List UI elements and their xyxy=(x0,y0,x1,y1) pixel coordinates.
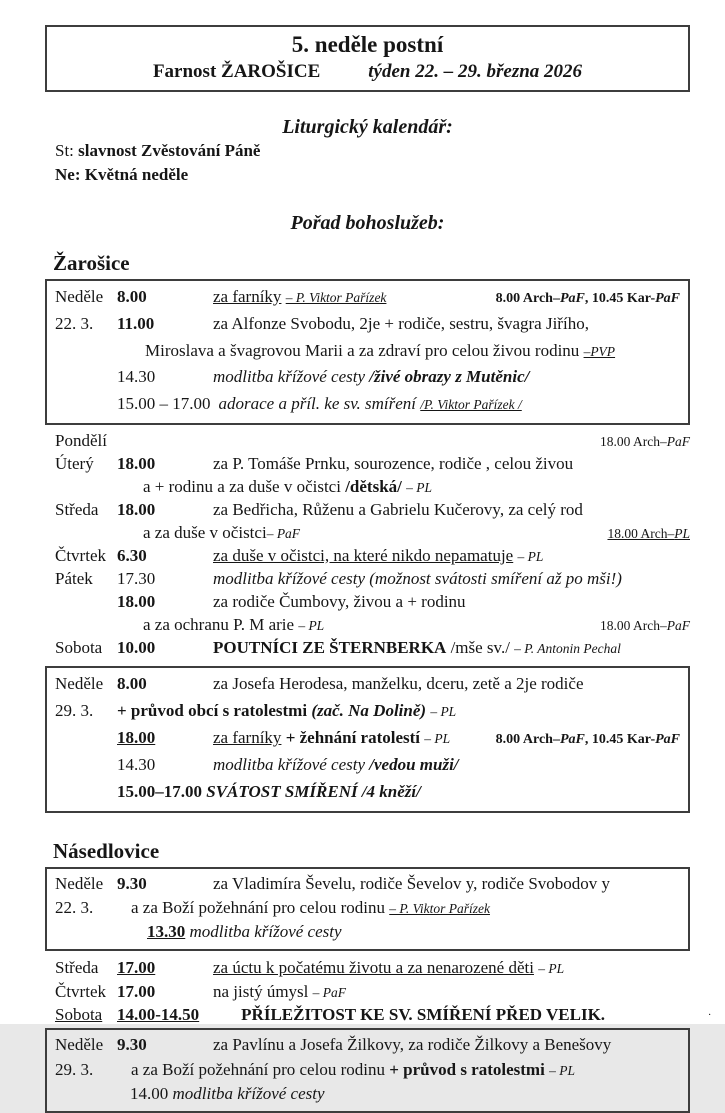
event-title: POUTNÍCI ZE ŠTERNBERKA xyxy=(213,637,447,657)
intention-text: za duše v očistci, na které nikdo nepamatuje xyxy=(213,545,514,565)
side-schedule xyxy=(592,433,690,451)
blessing-note: + žehnání ratolestí xyxy=(285,728,421,748)
side-schedule-text: PaF xyxy=(666,434,690,450)
date-label: 29. 3. xyxy=(55,1059,94,1079)
intention-continuation xyxy=(143,614,324,637)
day-label: Neděle xyxy=(55,873,104,893)
schedule-row xyxy=(55,1082,680,1106)
mass-intention xyxy=(213,725,450,752)
side-schedule-text: PaF xyxy=(655,732,680,748)
intention-text: za úctu k počatému životu a za nenarozené děti xyxy=(213,958,534,978)
mass-intention xyxy=(213,545,543,568)
time-label: 17.30 xyxy=(117,568,156,588)
side-schedule-text: PaF xyxy=(655,290,680,306)
celebrant-note: /P. Viktor Pařízek / xyxy=(420,397,522,413)
schedule-row xyxy=(55,956,690,979)
section-heading-zarosice: Žarošice xyxy=(53,250,130,275)
schedule-row-continuation xyxy=(55,614,690,637)
liturgical-line-sunday xyxy=(55,163,690,188)
celebrant-note: – PL xyxy=(549,1062,575,1078)
time-label: 9.30 xyxy=(117,1035,147,1055)
schedule-row xyxy=(55,453,690,476)
confession-announcement xyxy=(117,779,421,806)
side-schedule xyxy=(599,525,690,543)
day-label: Sobota xyxy=(55,1005,103,1025)
intention-text: za Josefa Herodesa, manželku, dceru, zetě a 2je rodiče xyxy=(213,674,584,694)
time-label: 13.30 xyxy=(147,922,186,941)
mass-intention xyxy=(213,284,386,311)
devotion-text: modlitba křížové cesty (možnost svátosti smíření až po mši!) xyxy=(213,568,622,588)
schedule-row xyxy=(55,591,690,614)
intention-text: za P. Tomáše Prnku, sourozence, rodiče , celou živou xyxy=(213,454,574,474)
schedule-row xyxy=(55,725,680,752)
intention-continuation xyxy=(131,1058,575,1082)
celebrant-note: – P. Viktor Pařízek xyxy=(389,900,490,916)
devotion-name: modlitba křížové cesty xyxy=(213,367,366,387)
schedule-row xyxy=(55,499,690,522)
schedule-row xyxy=(55,430,690,453)
celebrant-note: – PL xyxy=(424,731,451,747)
intention-continuation xyxy=(131,896,490,920)
intention-text: a za Boží požehnání pro celou rodinu xyxy=(131,1059,385,1079)
time-label: 17.00 xyxy=(117,958,156,978)
page-title: 5. neděle postní xyxy=(291,32,444,57)
side-schedule-text: 18.00 Arch– xyxy=(607,525,675,541)
schedule-row xyxy=(55,391,680,418)
schedule-row xyxy=(55,920,680,944)
schedule-heading: Pořad bohoslužeb: xyxy=(290,211,445,234)
side-schedule-text: PaF xyxy=(666,617,690,633)
celebrant-note: – PL xyxy=(298,617,325,633)
side-schedule-text: PaF xyxy=(559,290,585,306)
section-heading-nasedlovice: Násedlovice xyxy=(53,838,160,863)
day-label: Středa xyxy=(55,499,99,519)
schedule-row xyxy=(55,1058,680,1082)
time-label: 18.00 xyxy=(117,454,156,474)
zarosice-sunday2-box xyxy=(45,666,690,812)
event-title: SVÁTOST SMÍŘENÍ /4 kněží/ xyxy=(206,781,421,801)
side-schedule-text: , 10.45 Kar- xyxy=(584,732,656,748)
pilgrimage-announcement xyxy=(213,637,621,660)
celebrant-note: – PL xyxy=(430,704,457,720)
intention-text: za Pavlínu a Josefa Žilkovy, za rodiče Žilkovy a Benešovy xyxy=(213,1035,612,1055)
intention-detail: /dětská/ xyxy=(345,476,402,496)
intention-text: za Bedřicha, Růženu a Gabrielu Kučerovy, za celý rod xyxy=(213,499,583,519)
day-label: Sobota xyxy=(55,637,103,657)
time-label: 10.00 xyxy=(117,637,156,657)
day-label: Pondělí xyxy=(55,431,107,451)
time-label: 11.00 xyxy=(117,313,155,333)
procession-start: (zač. Na Dolině) xyxy=(311,701,427,721)
schedule-row-continuation xyxy=(55,522,690,545)
confession-announcement: PŘÍLEŽITOST KE SV. SMÍŘENÍ PŘED VELIK. xyxy=(241,1005,606,1025)
intention-continuation xyxy=(143,522,300,545)
header-box xyxy=(45,25,690,92)
celebrant-note: – P. Viktor Pařízek xyxy=(285,289,387,305)
zarosice-weekday-rows xyxy=(55,430,690,659)
feast-name-palm-sunday: Květná neděle xyxy=(84,165,189,185)
liturgical-heading: Liturgický kalendář: xyxy=(282,115,453,138)
nasedlovice-sunday2-box xyxy=(45,1028,690,1112)
time-label: 14.30 xyxy=(117,755,156,775)
schedule-row xyxy=(55,637,690,660)
schedule-row xyxy=(55,671,680,698)
week-range: týden 22. – 29. března 2026 xyxy=(368,60,583,82)
time-range-label: 14.00-14.50 xyxy=(117,1005,200,1025)
day-label: Čtvrtek xyxy=(55,545,106,565)
intention-text: za farníky xyxy=(213,728,282,748)
time-label: 18.00 xyxy=(117,591,156,611)
header-subline xyxy=(55,60,680,84)
liturgical-line-wednesday xyxy=(55,139,690,164)
day-label: Pátek xyxy=(55,568,93,588)
celebrant-note: – PL xyxy=(517,548,544,564)
side-schedule-text: 18.00 Arch– xyxy=(600,434,667,450)
side-schedule-text: 8.00 Arch– xyxy=(495,290,560,306)
mass-intention xyxy=(213,956,564,979)
intention-text: a za ochranu P. M arie xyxy=(143,614,295,634)
day-label: Neděle xyxy=(55,286,104,306)
day-label: Středa xyxy=(55,958,99,978)
intention-text: a + rodinu a za duše v očistci xyxy=(143,476,341,496)
schedule-row xyxy=(55,311,680,338)
day-abbrev-wednesday: St: xyxy=(55,140,74,160)
side-schedule xyxy=(592,617,690,635)
time-label: 17.00 xyxy=(117,981,156,1001)
day-label: Úterý xyxy=(55,454,94,474)
intention-continuation xyxy=(143,476,432,499)
time-label: 9.30 xyxy=(117,873,147,893)
side-schedule xyxy=(488,288,680,310)
celebrant-note: –PVP xyxy=(583,343,616,359)
nasedlovice-sunday1-box xyxy=(45,867,690,951)
time-range-label: 15.00–17.00 xyxy=(117,781,202,801)
time-label: 8.00 xyxy=(117,286,147,306)
celebrant-note: – PL xyxy=(538,961,565,977)
schedule-row xyxy=(55,896,680,920)
intention-text: na jistý úmysl xyxy=(213,981,309,1001)
date-label: 29. 3. xyxy=(55,701,94,721)
schedule-row xyxy=(55,1033,680,1057)
schedule-row xyxy=(55,752,680,779)
schedule-row xyxy=(55,545,690,568)
intention-text: za rodiče Čumbovy, živou a + rodinu xyxy=(213,591,466,611)
celebrant-note: – P. Antonin Pechal xyxy=(514,640,621,656)
day-label: Neděle xyxy=(55,674,104,694)
procession-text: + průvod obcí s ratolestmi xyxy=(117,701,308,721)
celebrant-note: – PaF xyxy=(312,984,347,1000)
side-schedule-text: PaF xyxy=(559,732,585,748)
schedule-row xyxy=(55,1003,690,1026)
feast-name-annunciation: slavnost Zvěstování Páně xyxy=(78,140,261,160)
devotion-text xyxy=(213,364,529,391)
schedule-row xyxy=(55,284,680,311)
side-schedule-text: 18.00 Arch– xyxy=(600,617,667,633)
side-schedule-text: 8.00 Arch– xyxy=(495,732,560,748)
schedule-row xyxy=(55,364,680,391)
time-label: 18.00 xyxy=(117,728,156,748)
procession-note xyxy=(117,698,456,725)
devotion-text xyxy=(219,391,522,418)
side-schedule xyxy=(488,729,680,751)
date-label: 22. 3. xyxy=(55,313,94,333)
celebrant-note: – PaF xyxy=(266,525,301,541)
schedule-row xyxy=(55,980,690,1003)
devotion-name: modlitba křížové cesty xyxy=(172,1083,325,1103)
schedule-row-continuation xyxy=(55,476,690,499)
devotion-detail: /vedou muži/ xyxy=(369,755,459,775)
date-label: 22. 3. xyxy=(55,897,94,917)
celebrant-note: – PL xyxy=(406,479,433,495)
parish-name: Farnost ŽAROŠICE xyxy=(152,60,321,82)
time-label: 8.00 xyxy=(117,674,147,694)
schedule-row-continuation xyxy=(55,338,680,365)
event-detail: /mše sv./ xyxy=(450,637,510,657)
time-label: 14.00 xyxy=(130,1083,169,1103)
zarosice-sunday1-box xyxy=(45,279,690,425)
devotion-name: modlitba křížové cesty xyxy=(189,922,342,941)
side-schedule-text: , 10.45 Kar- xyxy=(584,290,656,306)
intention-text: a za duše v očistci xyxy=(143,522,267,542)
schedule-row xyxy=(55,872,680,896)
intention-text: za farníky xyxy=(213,286,282,306)
mass-intention xyxy=(213,980,346,1003)
day-label: Neděle xyxy=(55,1035,104,1055)
intention-text: a za Boží požehnání pro celou rodinu xyxy=(131,897,385,917)
devotion-name: adorace a příl. ke sv. smíření xyxy=(218,394,417,414)
devotion-name: modlitba křížové cesty xyxy=(213,755,366,775)
schedule-row xyxy=(55,568,690,591)
time-label: 6.30 xyxy=(117,545,147,565)
schedule-row xyxy=(55,779,680,806)
intention-continuation xyxy=(145,338,615,365)
time-range-label: 15.00 – 17.00 xyxy=(117,394,211,414)
day-label: Čtvrtek xyxy=(55,981,106,1001)
day-abbrev-sunday: Ne: xyxy=(55,165,81,185)
side-schedule-text: PL xyxy=(674,525,690,541)
devotion-text xyxy=(213,752,459,779)
nasedlovice-weekday-rows xyxy=(55,956,690,1026)
intention-text: Miroslava a švagrovou Marii a za zdraví pro celou živou rodinu xyxy=(145,340,580,360)
devotion-text xyxy=(130,1082,325,1106)
time-label: 18.00 xyxy=(117,499,156,519)
devotion-text xyxy=(147,920,342,944)
time-label: 14.30 xyxy=(117,367,156,387)
schedule-row xyxy=(55,698,680,725)
procession-text: + průvod s ratolestmi xyxy=(389,1059,545,1079)
page-mark-dot: . xyxy=(708,1006,711,1018)
intention-text: za Vladimíra Ševelu, rodiče Ševelov y, rodiče Svobodov y xyxy=(213,873,611,893)
devotion-detail: /živé obrazy z Mutěnic/ xyxy=(369,367,530,387)
intention-text: za Alfonze Svobodu, 2je + rodiče, sestru, švagra Jiřího, xyxy=(213,313,589,333)
